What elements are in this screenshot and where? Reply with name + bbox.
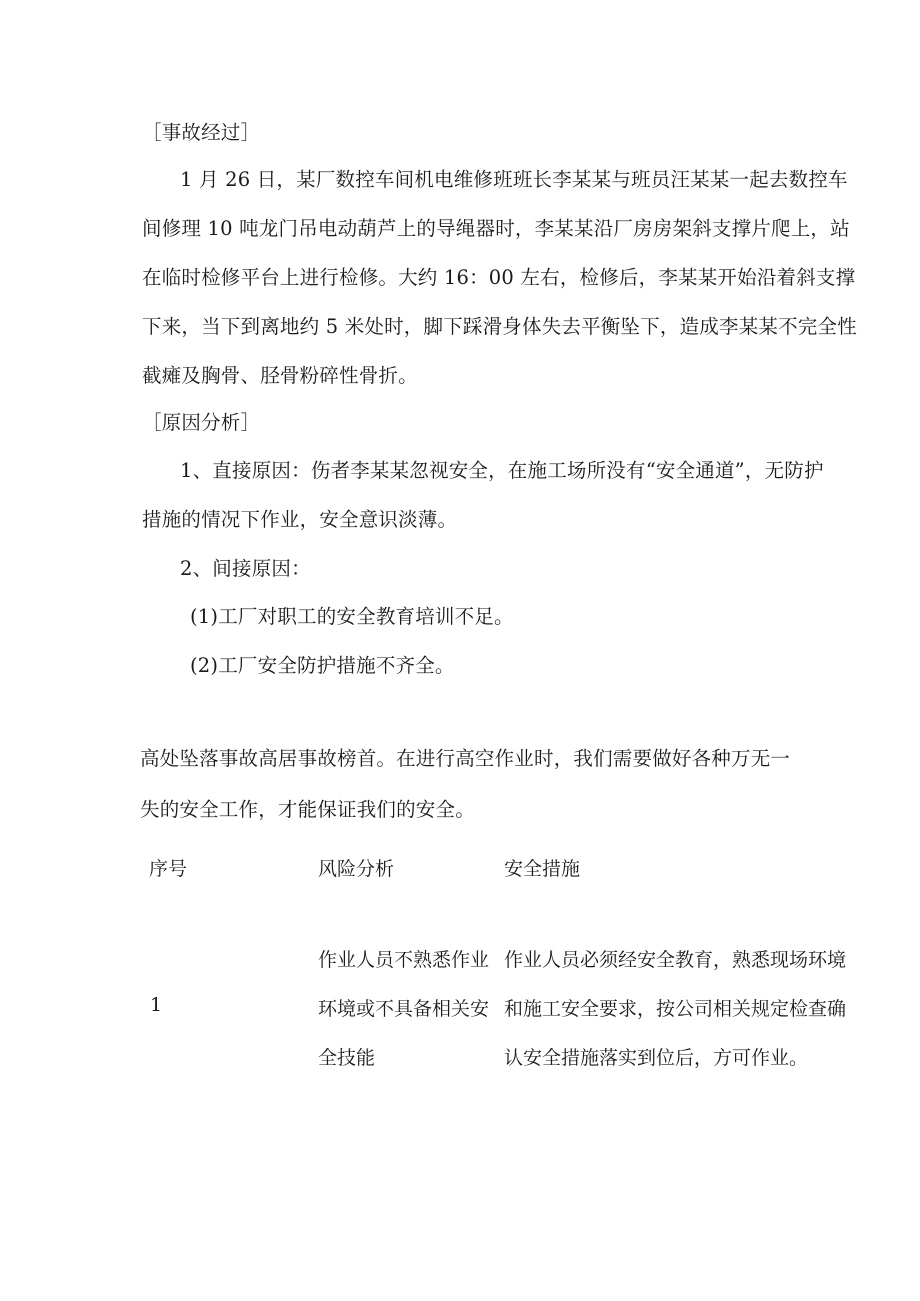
table-row-1-measure-line-2: 和施工安全要求，按公司相关规定检查确 [504,998,847,1020]
cause-direct-line-2: 措施的情况下作业，安全意识淡薄。 [142,508,458,531]
table-row-1-risk-line-3: 全技能 [318,1047,376,1069]
table-header-risk: 风险分析 [318,858,395,880]
accident-heading: ［事故经过］ [142,121,261,144]
table-row-1-measure-line-3: 认安全措施落实到位后，方可作业。 [504,1047,809,1069]
cause-indirect-item-2: (2)工厂安全防护措施不齐全。 [190,654,455,677]
table-row-1-measure-line-1: 作业人员必须经安全教育，熟悉现场环境 [504,949,847,971]
cause-indirect-heading: 2、间接原因： [180,557,311,580]
closing-line-1: 高处坠落事故高居事故榜首。在进行高空作业时，我们需要做好各种万无一 [140,747,791,770]
accident-line-5: 截瘫及胸骨、胫骨粉碎性骨折。 [142,364,418,387]
accident-line-4: 下来，当下到离地约 5 米处时，脚下踩滑身体失去平衡坠下，造成李某某不完全性 [142,315,857,338]
table-header-measure: 安全措施 [504,858,581,880]
accident-line-1: 1 月 26 日，某厂数控车间机电维修班班长李某某与班员汪某某一起去数控车 [180,168,848,191]
table-row-1-risk-line-2: 环境或不具备相关安 [318,998,490,1020]
accident-line-2: 间修理 10 吨龙门吊电动葫芦上的导绳器时，李某某沿厂房房架斜支撑片爬上，站 [142,217,850,240]
cause-direct-line-1: 1、直接原因：伤者李某某忽视安全，在施工场所没有“安全通道”，无防护 [180,459,824,482]
cause-heading: ［原因分析］ [142,411,261,434]
accident-line-3: 在临时检修平台上进行检修。大约 16：00 左右，检修后，李某某开始沿着斜支撑 [142,266,856,289]
table-row-1-risk-line-1: 作业人员不熟悉作业 [318,949,490,971]
cause-indirect-item-1: (1)工厂对职工的安全教育培训不足。 [190,605,514,628]
table-header-no: 序号 [149,858,188,880]
table-row-1-no: 1 [150,994,163,1016]
closing-line-2: 失的安全工作，才能保证我们的安全。 [140,798,475,821]
